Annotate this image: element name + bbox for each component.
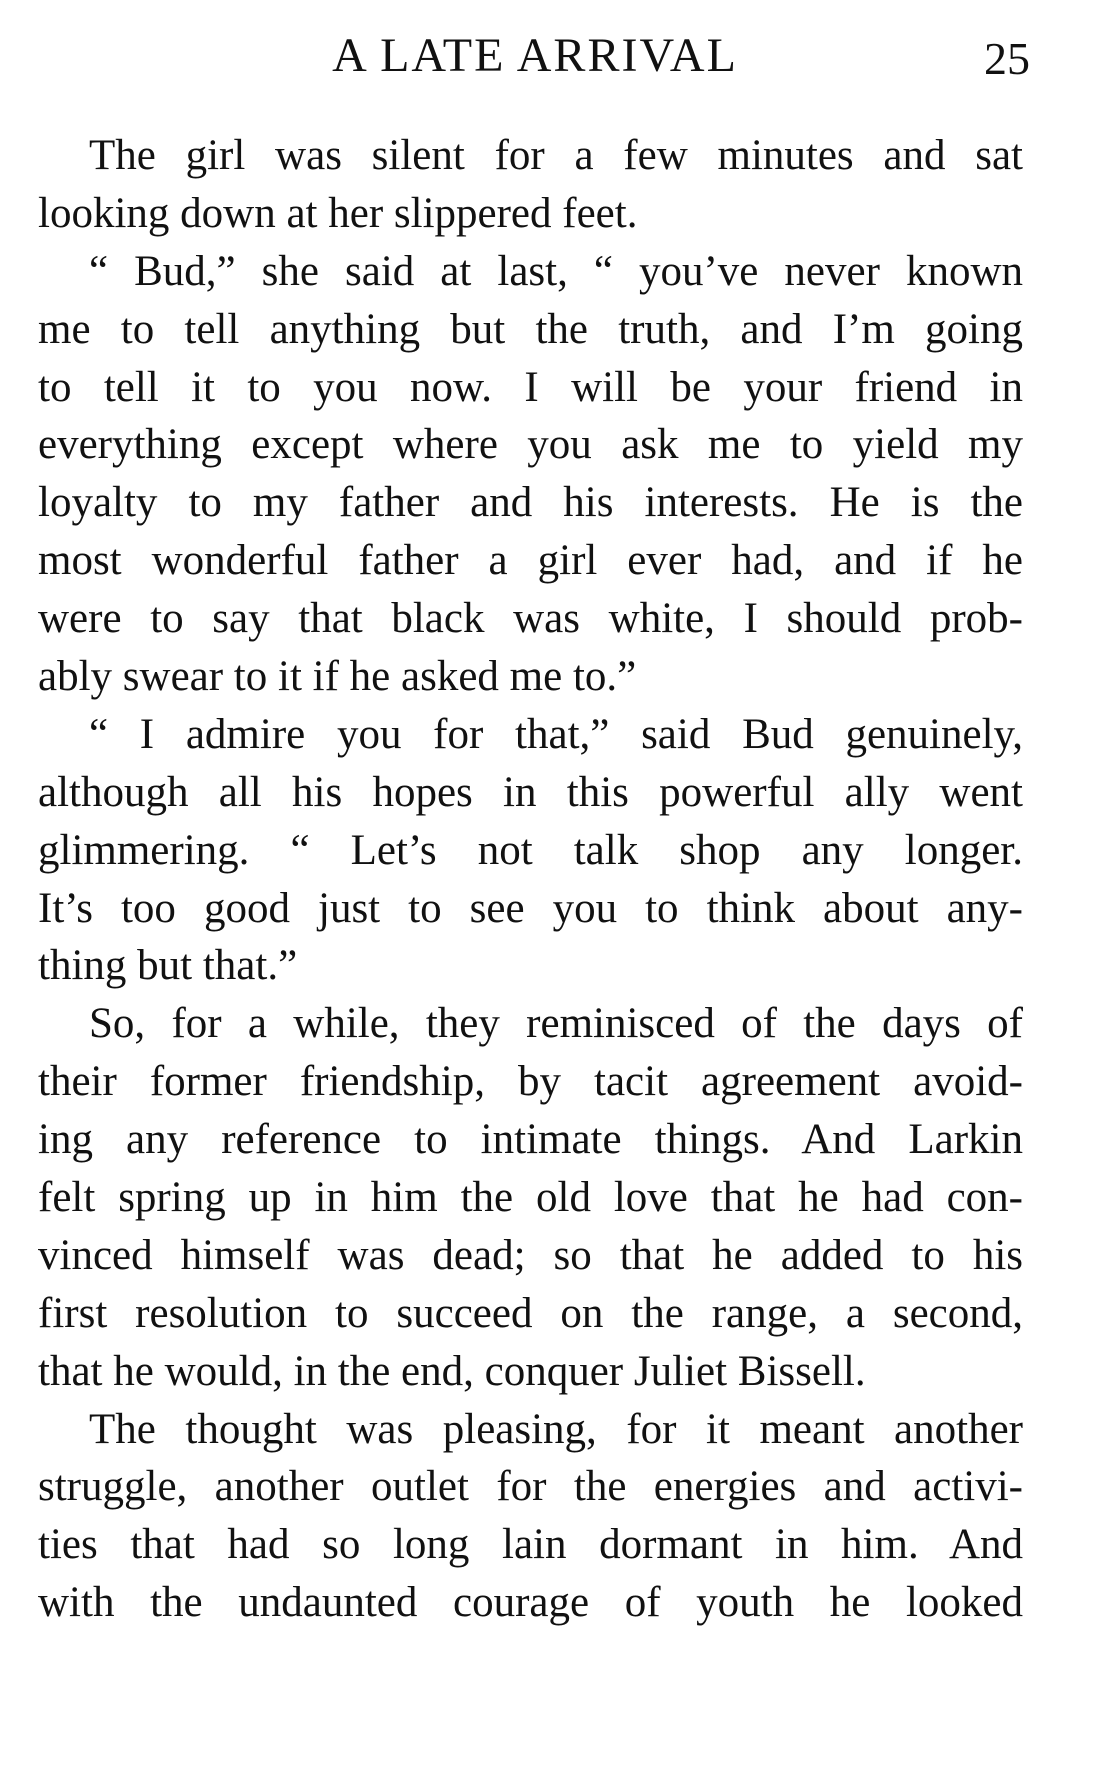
text-line: looking down at her slippered feet. [38, 189, 638, 237]
text-line: The thought was pleasing, for it meant another [89, 1405, 1023, 1453]
page-number: 25 [984, 33, 1030, 84]
text-line: glimmering. “ Let’s not talk shop any longer. [38, 826, 1023, 874]
text-line: ing any reference to intimate things. And Larkin [38, 1116, 1023, 1164]
text-line: were to say that black was white, I should prob- [38, 595, 1023, 643]
text-line: struggle, another outlet for the energies and activi- [38, 1463, 1023, 1511]
text-line: It’s too good just to see you to think about any- [38, 884, 1023, 932]
text-line: everything except where you ask me to yield my [38, 421, 1023, 469]
text-line: felt spring up in him the old love that he had con- [38, 1174, 1023, 1222]
text-line: their former friendship, by tacit agreement avoid- [38, 1058, 1023, 1106]
body-text [38, 127, 1023, 1632]
text-line: although all his hopes in this powerful ally went [38, 768, 1023, 816]
text-line: ties that had so long lain dormant in him. And [38, 1521, 1023, 1569]
text-line: to tell it to you now. I will be your friend in [38, 363, 1023, 411]
text-line: me to tell anything but the truth, and I’m going [38, 305, 1023, 353]
text-line: ably swear to it if he asked me to.” [38, 653, 637, 701]
text-line: thing but that.” [38, 942, 298, 990]
text-line: first resolution to succeed on the range, a second, [38, 1289, 1023, 1337]
text-line: So, for a while, they reminisced of the days of [89, 1000, 1023, 1048]
text-line: “ Bud,” she said at last, “ you’ve never known [89, 247, 1023, 295]
running-title: A LATE ARRIVAL [332, 29, 738, 82]
text-line: that he would, in the end, conquer Juliet Bissell. [38, 1347, 866, 1395]
text-line: with the undaunted courage of youth he looked [38, 1579, 1023, 1627]
text-line: loyalty to my father and his interests. He is the [38, 479, 1023, 527]
text-line: vinced himself was dead; so that he added to his [38, 1231, 1023, 1279]
text-line: most wonderful father a girl ever had, and if he [38, 537, 1023, 585]
text-line: The girl was silent for a few minutes and sat [89, 132, 1023, 179]
text-line: “ I admire you for that,” said Bud genuinely, [89, 710, 1023, 758]
